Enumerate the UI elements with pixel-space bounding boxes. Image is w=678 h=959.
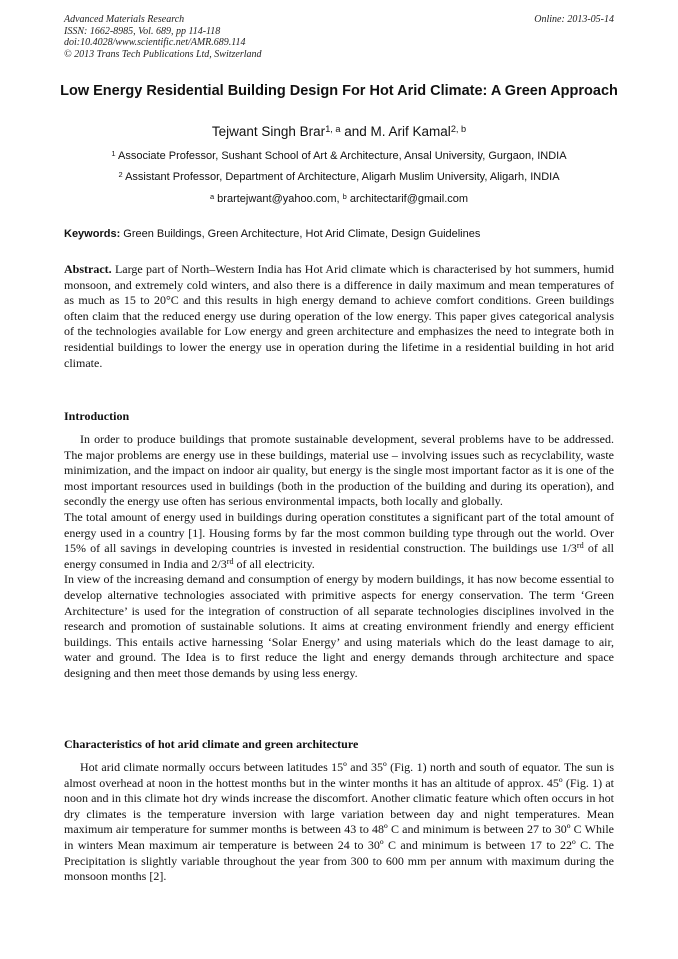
journal-header — [64, 14, 262, 60]
section-heading-characteristics: Characteristics of hot arid climate and green architecture — [64, 737, 359, 751]
email-marker: b — [342, 191, 347, 201]
introduction-body — [64, 432, 614, 682]
section-heading-introduction: Introduction — [64, 409, 130, 423]
author-name: M. Arif Kamal — [370, 124, 451, 139]
keywords-line — [64, 228, 614, 241]
keywords-text: Green Buildings, Green Architecture, Hot Arid Climate, Design Guidelines — [120, 228, 481, 240]
paragraph-text: of all energy consumed in India and 2/3 — [64, 541, 614, 571]
email-line — [56, 193, 622, 206]
paragraph — [64, 510, 614, 572]
keywords-label: Keywords: — [64, 228, 121, 240]
author-email[interactable]: brartejwant@yahoo.com, — [214, 193, 343, 205]
author-email[interactable]: architectarif@gmail.com — [346, 193, 469, 205]
paragraph: In view of the increasing demand and consumption of energy by modern buildings, it has now become essential to develop alternative technologies associated with primitive aspects for energy conservation. The term ‘Green Architecture’ is used for the integration of construction of all separate technologies disciplines involved in the research and promotion of sustainable solutions. It aims at creating environment friendly and energy efficient buildings. This entails active harnessing ‘Solar Energy’ and using materials which do the least damage to air, water and ground. The Idea is to first reduce the light and energy demands through architecture and space designing and then meet those demands by using less energy. — [64, 572, 614, 680]
paragraph-text: The total amount of energy used in buildings during operation constitutes a significant part of the total amount of energy used in a country [1]. Housing forms by far the most common building type through out the world. Over 15% of all savings in developing countries is invested in residential construction. The buildings use 1/3 — [64, 509, 614, 556]
affiliation — [56, 171, 622, 184]
affiliation-number: 2 — [118, 169, 123, 179]
ordinal-superscript: rd — [576, 541, 584, 551]
affiliation-text: Associate Professor, Sushant School of Art & Architecture, Ansal University, Gurgaon, INDIA — [115, 150, 567, 162]
paper-title: Low Energy Residential Building Design For Hot Arid Climate: A Green Approach — [60, 83, 618, 99]
email-marker: a — [209, 191, 215, 201]
doi-line: doi:10.4028/www.scientific.net/AMR.689.114 — [64, 37, 246, 48]
paragraph-text: of all electricity. — [233, 556, 315, 571]
issn-line: ISSN: 1662-8985, Vol. 689, pp 114-118 — [64, 25, 221, 37]
paragraph: Hot arid climate normally occurs between latitudes 15º and 35º (Fig. 1) north and south of equator. The sun is almost overhead at noon in the hottest months but in the winter months it has an altitude of approx. 45º (Fig. 1) at noon and in this climate hot dry winds increase the discomfort. Another climatic feature which often occurs in hot dry climates is the temperature inversion with large variation between day and night temperatures. Mean maximum air temperature for summer months is between 43 to 48º C and minimum is between 27 to 30º C While in winters Mean maximum air temperature is between 24 to 30º C and minimum is between 17 to 22º C. The Precipitation is slightly variable throughout the year from 300 to 600 mm per annum with maximum during the monsoon months [2]. — [64, 760, 614, 884]
author-conjunction: and — [340, 124, 371, 139]
journal-name: Advanced Materials Research — [64, 14, 185, 25]
abstract-label: Abstract. — [64, 262, 112, 276]
author-line — [56, 124, 622, 140]
online-date: Online: 2013-05-14 — [534, 14, 614, 25]
author-superscript: 1, a — [325, 123, 341, 134]
characteristics-body — [64, 760, 614, 885]
paragraph: In order to produce buildings that promote sustainable development, several problems have to be addressed. The major problems are energy use in these buildings, material use – involving issues such as recyclability, waste minimization, and the impact on indoor air quality, but energy is the single most important factor as it is one of the most important resources used in buildings (both in the production of the building and during its operation), and secondly the energy use often has serious environmental impacts, both locally and globally. — [64, 432, 614, 509]
affiliation — [56, 150, 622, 163]
author-name: Tejwant Singh Brar — [211, 124, 326, 139]
affiliation-number: 1 — [111, 148, 116, 158]
affiliation-text: Assistant Professor, Department of Architecture, Aligarh Muslim University, Aligarh, INDIA — [122, 171, 560, 183]
author-superscript: 2, b — [450, 123, 467, 134]
ordinal-superscript: rd — [226, 557, 234, 567]
abstract — [64, 262, 614, 371]
abstract-text: Large part of North–Western India has Hot Arid climate which is characterised by hot summers, humid monsoon, and extremely cold winters, and also there is a difference in daily maximum and mean temperatures of as much as 15 to 20°C and this results in high energy demand to achieve comfort conditions. Green buildings often claim that the reduced energy use during operation of the low energy. This paper gives categorical analysis of the technologies available for Low energy and green architecture and emphasizes the need to integrate both in residential buildings to lower the energy use in operation during the lifetime in a residential building in hot arid climate. — [64, 262, 614, 370]
copyright-line: © 2013 Trans Tech Publications Ltd, Switzerland — [64, 48, 262, 60]
